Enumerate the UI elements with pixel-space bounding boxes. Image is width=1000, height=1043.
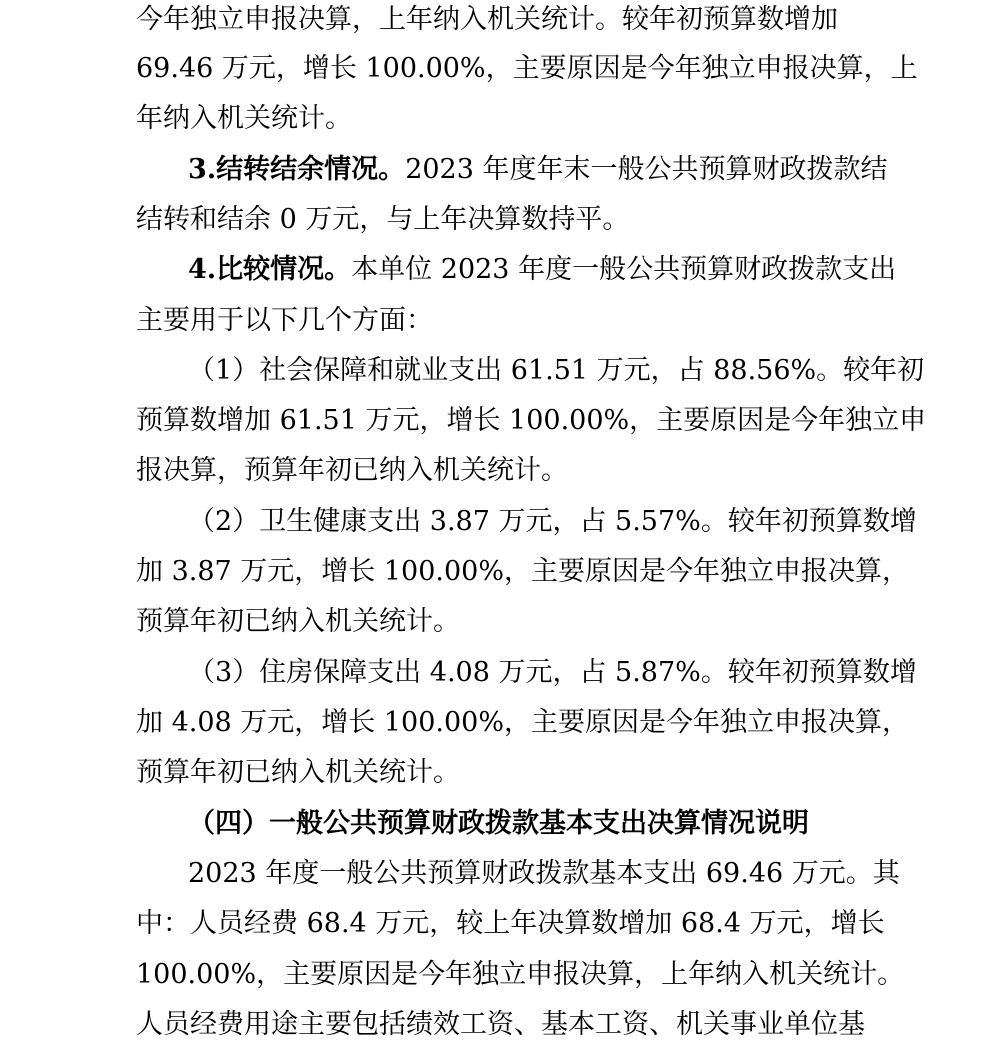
- section-lead: 3.结转结余情况。: [188, 154, 406, 185]
- text-line: 预算数增加 61.51 万元，增长 100.00%，主要原因是今年独立申: [136, 405, 927, 436]
- paragraph-carryover-first-line: [188, 150, 887, 190]
- text-line: （1）社会保障和就业支出 61.51 万元，占 88.56%。较年初: [188, 355, 925, 386]
- text-line: 人员经费用途主要包括绩效工资、基本工资、机关事业单位基: [136, 1009, 865, 1040]
- text-line: 100.00%，主要原因是今年独立申报决算，上年纳入机关统计。: [136, 959, 905, 990]
- text-line: （3）住房保障支出 4.08 万元，占 5.87%。较年初预算数增: [188, 657, 917, 688]
- text-line: 2023 年度一般公共预算财政拨款基本支出 69.46 万元。其: [188, 858, 900, 889]
- text-line: 中：人员经费 68.4 万元，较上年决算数增加 68.4 万元，增长: [136, 908, 885, 939]
- text-line: 加 4.08 万元，增长 100.00%，主要原因是今年独立申报决算，: [136, 707, 909, 738]
- text-line: 报决算，预算年初已纳入机关统计。: [136, 455, 568, 486]
- section-heading: （四）一般公共预算财政拨款基本支出决算情况说明: [188, 808, 809, 839]
- text-line: 今年独立申报决算，上年纳入机关统计。较年初预算数增加: [136, 4, 838, 35]
- text-line: 年纳入机关统计。: [136, 103, 352, 134]
- text-line: （2）卫生健康支出 3.87 万元，占 5.57%。较年初预算数增: [188, 506, 917, 537]
- text-line: 69.46 万元，增长 100.00%，主要原因是今年独立申报决算，上: [136, 53, 918, 84]
- text-line: 预算年初已纳入机关统计。: [136, 757, 460, 788]
- section-lead: 4.比较情况。: [188, 254, 352, 285]
- text-span: 2023 年度年末一般公共预算财政拨款结: [405, 154, 888, 185]
- text-line: 主要用于以下几个方面：: [136, 305, 433, 336]
- text-line: 加 3.87 万元，增长 100.00%，主要原因是今年独立申报决算，: [136, 556, 909, 587]
- text-line: 结转和结余 0 万元，与上年决算数持平。: [136, 204, 630, 235]
- text-span: 本单位 2023 年度一般公共预算财政拨款支出: [351, 254, 897, 285]
- paragraph-comparison-first-line: [188, 250, 896, 290]
- text-line: 预算年初已纳入机关统计。: [136, 606, 460, 637]
